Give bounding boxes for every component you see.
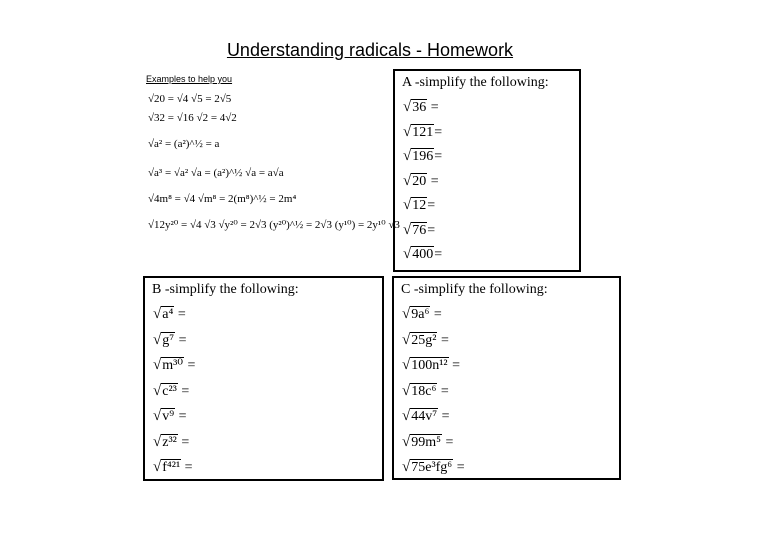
equals-sign: =: [434, 124, 443, 140]
equals-sign: =: [434, 247, 443, 262]
section-a-item[interactable]: [403, 193, 579, 218]
radicand: 12: [412, 198, 427, 213]
section-c-item[interactable]: [402, 430, 619, 456]
radicand: g⁷: [162, 332, 175, 348]
section-b-item[interactable]: [153, 379, 382, 405]
section-a-box: [393, 69, 581, 272]
equals-sign: =: [175, 332, 187, 348]
radicand: a⁴: [162, 307, 174, 322]
equals-sign: =: [434, 149, 443, 164]
example-line: √a³ = √a² √a = (a²)^½ √a = a√a: [148, 167, 284, 179]
section-c-item[interactable]: [402, 302, 619, 328]
radical-icon: √: [153, 331, 162, 348]
section-a-item[interactable]: [403, 95, 579, 120]
equals-sign: =: [183, 358, 196, 373]
radical-icon: √: [402, 382, 411, 399]
radicand: 76: [412, 222, 427, 238]
section-a-item[interactable]: [403, 144, 579, 169]
equals-sign: =: [427, 222, 436, 238]
radical-icon: √: [402, 408, 411, 424]
section-a-title: A -simplify the following:: [402, 75, 549, 90]
equals-sign: =: [175, 409, 187, 424]
section-b-item[interactable]: [153, 430, 382, 456]
radicand: m³⁰: [162, 358, 183, 373]
radical-icon: √: [402, 357, 411, 373]
section-c-item[interactable]: [402, 455, 619, 481]
equals-sign: =: [430, 307, 442, 322]
radical-icon: √: [403, 221, 412, 238]
radicand: f⁴²¹: [162, 460, 181, 475]
section-a-item[interactable]: [403, 242, 579, 267]
radicand: z³²: [162, 434, 177, 450]
radical-icon: √: [153, 433, 162, 450]
equals-sign: =: [427, 173, 439, 189]
equals-sign: =: [427, 198, 436, 213]
radical-icon: √: [403, 123, 412, 140]
equals-sign: =: [453, 460, 465, 475]
radical-icon: √: [403, 246, 412, 262]
equals-sign: =: [437, 383, 449, 399]
equals-sign: =: [437, 332, 449, 348]
section-c-item[interactable]: [402, 379, 619, 405]
section-c-item[interactable]: [402, 404, 619, 430]
example-line: √12y²⁰ = √4 √3 √y²⁰ = 2√3 (y²⁰)^½ = 2√3 (y¹⁰) = 2y¹⁰ √3: [148, 219, 400, 231]
radical-icon: √: [153, 408, 162, 424]
page-title: Understanding radicals - Homework: [226, 40, 514, 60]
section-c-item[interactable]: [402, 353, 619, 379]
equals-sign: =: [174, 307, 186, 322]
example-line: √32 = √16 √2 = 4√2: [148, 112, 237, 124]
radical-icon: √: [402, 433, 411, 450]
example-line: √4m⁸ = √4 √m⁸ = 2(m⁸)^½ = 2m⁴: [148, 193, 297, 205]
section-a-item[interactable]: [403, 120, 579, 145]
example-line: √a² = (a²)^½ = a: [148, 138, 220, 150]
equals-sign: =: [181, 460, 193, 475]
section-b-item[interactable]: [153, 328, 382, 354]
section-a-item[interactable]: [403, 218, 579, 243]
radicand: 100n¹²: [411, 358, 448, 373]
radicand: 400: [412, 247, 434, 262]
examples-heading: Examples to help you: [146, 74, 233, 84]
section-a-item[interactable]: [403, 169, 579, 194]
radical-icon: √: [402, 306, 411, 322]
radical-icon: √: [402, 459, 411, 475]
radicand: 75e³fg⁶: [411, 460, 453, 475]
equals-sign: =: [427, 100, 439, 115]
radicand: 44v⁷: [411, 409, 438, 424]
section-b-item[interactable]: [153, 455, 382, 481]
radical-icon: √: [153, 382, 162, 399]
radicand: 9a⁶: [411, 307, 430, 322]
radicand: 18c⁶: [411, 383, 437, 399]
radical-icon: √: [402, 331, 411, 348]
example-line: √20 = √4 √5 = 2√5: [148, 93, 232, 105]
radicand: 196: [412, 149, 434, 164]
radical-icon: √: [153, 459, 162, 475]
radical-icon: √: [403, 172, 412, 189]
radical-icon: √: [403, 197, 412, 213]
radical-icon: √: [403, 99, 412, 115]
equals-sign: =: [438, 409, 450, 424]
section-c-item[interactable]: [402, 328, 619, 354]
section-b-box: [143, 276, 384, 481]
equals-sign: =: [177, 383, 190, 399]
equals-sign: =: [448, 358, 461, 373]
radicand: 25g²: [411, 332, 437, 348]
radical-icon: √: [403, 148, 412, 164]
radicand: 20: [412, 173, 427, 189]
radical-icon: √: [153, 357, 162, 373]
radicand: 99m⁵: [411, 434, 442, 450]
section-c-box: [392, 276, 621, 480]
radical-icon: √: [153, 306, 162, 322]
section-c-title: C -simplify the following:: [401, 282, 548, 297]
radicand: 36: [412, 100, 427, 115]
section-b-item[interactable]: [153, 302, 382, 328]
radicand: v⁹: [162, 409, 175, 424]
section-b-title: B -simplify the following:: [152, 282, 299, 297]
radicand: 121: [412, 124, 434, 140]
radicand: c²³: [162, 383, 177, 399]
section-b-item[interactable]: [153, 353, 382, 379]
equals-sign: =: [177, 434, 190, 450]
section-b-item[interactable]: [153, 404, 382, 430]
equals-sign: =: [442, 434, 454, 450]
